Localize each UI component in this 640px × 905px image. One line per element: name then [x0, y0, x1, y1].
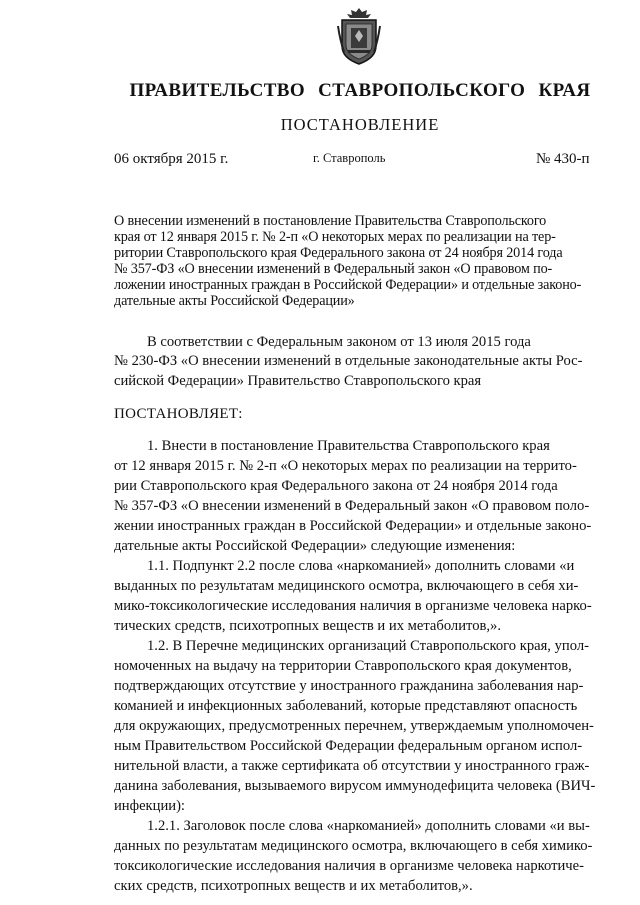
- subject-line: ложении иностранных граждан в Российской Федерации» и отдельные законо-: [114, 277, 582, 293]
- document-number: № 430-п: [536, 151, 590, 167]
- government-title: ПРАВИТЕЛЬСТВО СТАВРОПОЛЬСКОГО КРАЯ: [129, 80, 591, 101]
- body-line: рии Ставропольского края Федерального закона от 24 ноября 2014 года: [114, 478, 558, 494]
- body-line: дательные акты Российской Федерации» следующие изменения:: [114, 538, 516, 554]
- subject-line: дательные акты Российской Федерации»: [114, 293, 355, 309]
- body-line: ских средств, психотропных веществ и их метаболитов,».: [114, 878, 473, 894]
- body-line: 1.2.1. Заголовок после слова «наркоманией» дополнить словами «и вы-: [147, 818, 590, 834]
- resolves-heading: ПОСТАНОВЛЯЕТ:: [114, 406, 243, 422]
- subject-line: края от 12 января 2015 г. № 2-п «О некоторых мерах по реализации на тер-: [114, 229, 556, 245]
- body-line: тических средств, психотропных веществ и их метаболитов,».: [114, 618, 501, 634]
- coat-of-arms-emblem: [336, 6, 382, 66]
- preamble-line: сийской Федерации» Правительство Ставропольского края: [114, 373, 482, 389]
- body-line: номоченных на выдачу на территории Ставропольского края документов,: [114, 658, 572, 674]
- preamble-line: В соответствии с Федеральным законом от 13 июля 2015 года: [147, 334, 531, 350]
- preamble-line: № 230-ФЗ «О внесении изменений в отдельные законодательные акты Рос-: [114, 353, 583, 369]
- body-line: жении иностранных граждан в Российской Федерации» и отдельные законо-: [114, 518, 592, 534]
- body-line: № 357-ФЗ «О внесении изменений в Федеральный закон «О правовом поло-: [114, 498, 590, 514]
- body-line: данных по результатам медицинского осмотра, включающего в себя химико-: [114, 838, 593, 854]
- body-line: ным Правительством Российской Федерации федеральным органом испол-: [114, 738, 583, 754]
- body-line: инфекции):: [114, 798, 185, 814]
- body-line: подтверждающих отсутствие у иностранного гражданина заболевания нар-: [114, 678, 584, 694]
- body-line: для окружающих, предусмотренных перечнем, утверждаемым уполномочен-: [114, 718, 594, 734]
- subject-line: О внесении изменений в постановление Правительства Ставропольского: [114, 213, 547, 229]
- body-line: токсикологические исследования наличия в организме человека наркотиче-: [114, 858, 584, 874]
- body-line: 1. Внести в постановление Правительства Ставропольского края: [147, 438, 550, 454]
- document-city: г. Ставрополь: [313, 151, 386, 165]
- body-line: мико-токсикологические исследования наличия в организме человека нарко-: [114, 598, 592, 614]
- document-date: 06 октября 2015 г.: [114, 151, 229, 167]
- body-line: 1.2. В Перечне медицинских организаций Ставропольского края, упол-: [147, 638, 589, 654]
- body-line: выданных по результатам медицинского осмотра, включающего в себя хи-: [114, 578, 579, 594]
- document-type: ПОСТАНОВЛЕНИЕ: [280, 115, 440, 134]
- subject-line: ритории Ставропольского края Федерального закона от 24 ноября 2014 года: [114, 245, 563, 261]
- body-line: данина заболевания, вызываемого вирусом иммунодефицита человека (ВИЧ-: [114, 778, 596, 794]
- body-line: нительной власти, а также сертификата об отсутствии у иностранного граж-: [114, 758, 590, 774]
- body-line: 1.1. Подпункт 2.2 после слова «наркоманией» дополнить словами «и: [147, 558, 575, 574]
- body-line: команией и инфекционных заболеваний, которые представляют опасность: [114, 698, 578, 714]
- subject-line: № 357-ФЗ «О внесении изменений в Федеральный закон «О правовом по-: [114, 261, 553, 277]
- body-line: от 12 января 2015 г. № 2-п «О некоторых мерах по реализации на террито-: [114, 458, 577, 474]
